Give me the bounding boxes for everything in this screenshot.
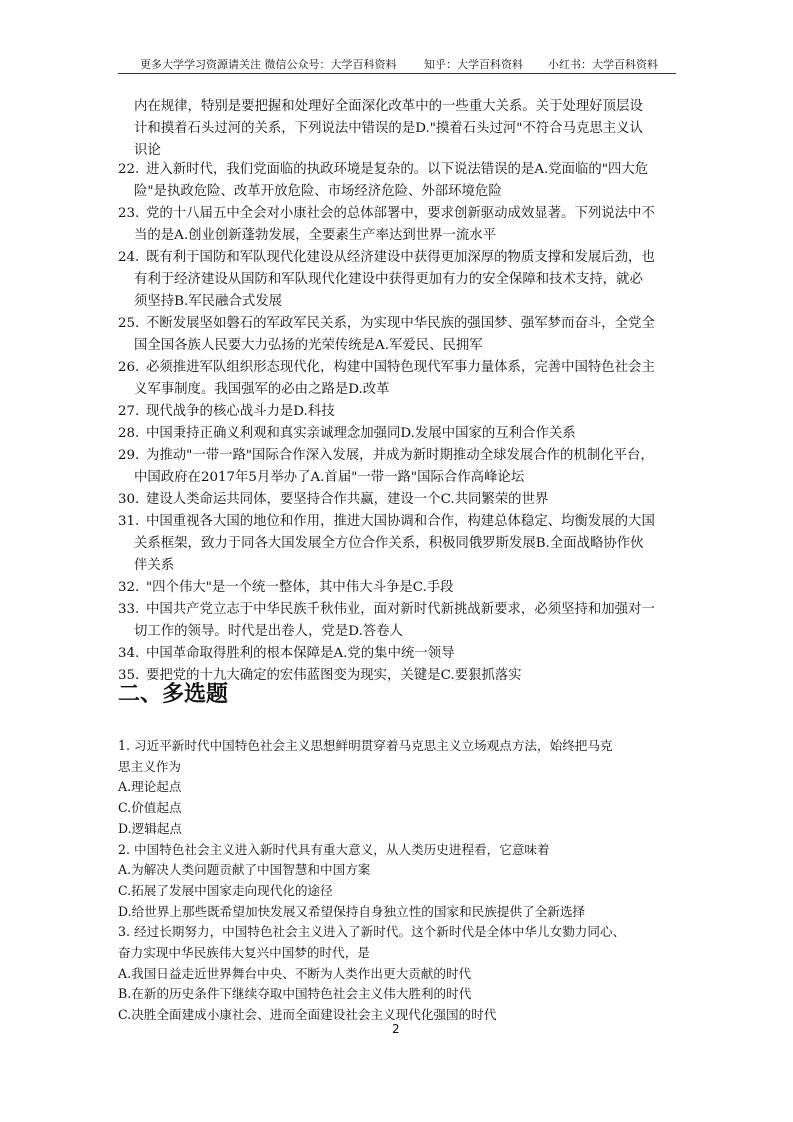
multi-choice-line: A.为解决人类问题贡献了中国智慧和中国方案: [118, 862, 371, 877]
text-line: 必须推进军队组织形态现代化，构建中国特色现代军事力量体系，完善中国特色社会主: [146, 360, 655, 375]
question-number: 34.: [118, 646, 140, 661]
multi-choice-line: C.价值起点: [118, 800, 182, 815]
text-line: 建设人类命运共同体，要坚持合作共赢，建设一个C.共同繁荣的世界: [146, 492, 549, 507]
multi-choice-line: A.理论起点: [118, 779, 182, 794]
text-line: 不断发展坚如磐石的军政军民关系，为实现中华民族的强国梦、强军梦而奋斗，全党全: [146, 316, 655, 331]
question-number: 25.: [118, 316, 140, 331]
question-number: 31.: [118, 514, 140, 529]
multi-choice-line: B.在新的历史条件下继续夺取中国特色社会主义伟大胜利的时代: [118, 986, 472, 1001]
question-number: 32.: [118, 580, 140, 595]
text-line: 现代战争的核心战斗力是D.科技: [146, 404, 335, 419]
text-line: 内在规律，特别是要把握和处理好全面深化改革中的一些重大关系。关于处理好顶层设: [134, 99, 643, 114]
question-number: 30.: [118, 492, 140, 507]
multi-choice-line: 思主义作为: [118, 759, 181, 774]
text-line: 既有利于国防和军队现代化建设从经济建设中获得更加深厚的物质支撑和发展后劲，也: [146, 250, 655, 265]
page-number: 2: [392, 1022, 400, 1036]
multi-choice-line: 1. 习近平新时代中国特色社会主义思想鲜明贯穿着马克思主义立场观点方法，始终把马克: [118, 738, 613, 753]
multi-choice-line: 奋力实现中华民族伟大复兴中国梦的时代，是: [118, 945, 370, 960]
question-number: 35.: [118, 668, 140, 683]
header-xiaohongshu-text: 小红书：大学百科资料: [548, 58, 658, 71]
text-line: 中国政府在2017年5月举办了A.首届"一带一路"国际合作高峰论坛: [134, 470, 525, 485]
question-number: 24.: [118, 250, 140, 265]
question-number: 26.: [118, 360, 140, 375]
text-line: 中国重视各大国的地位和作用，推进大国协调和合作，构建总体稳定、均衡发展的大国: [146, 514, 655, 529]
text-line: 有利于经济建设从国防和军队现代化建设中获得更加有力的安全保障和技术支持，就必: [134, 272, 643, 287]
question-number: 28.: [118, 426, 140, 441]
text-line: 党的十八届五中全会对小康社会的总体部署中，要求创新驱动成效显著。下列说法中不: [146, 206, 655, 221]
text-line: 关系框架，致力于同各大国发展全方位合作关系，积极同俄罗斯发展B.全面战略协作伙: [134, 536, 644, 551]
text-line: 伴关系: [134, 558, 175, 573]
header-zhihu-text: 知乎：大学百科资料: [424, 58, 523, 71]
text-line: 切工作的领导。时代是出卷人，党是D.答卷人: [134, 624, 403, 639]
text-line: 中国革命取得胜利的根本保障是A.党的集中统一领导: [146, 646, 455, 661]
multi-choice-line: C.拓展了发展中国家走向现代化的途径: [118, 883, 333, 898]
text-line: "四个伟大"是一个统一整体，其中伟大斗争是C.手段: [146, 580, 454, 595]
multi-choice-line: 3. 经过长期努力，中国特色社会主义进入了新时代。这个新时代是全体中华儿女勠力同心、: [118, 924, 626, 939]
question-number: 22.: [118, 162, 140, 177]
question-number: 23.: [118, 206, 140, 221]
header-wechat-text: 更多大学学习资源请关注 微信公众号：大学百科资料: [140, 58, 397, 71]
text-line: 险"是执政危险、改革开放危险、市场经济危险、外部环境危险: [134, 184, 502, 199]
text-line: 中国共产党立志于中华民族千秋伟业，面对新时代新挑战新要求，必须坚持和加强对一: [146, 602, 655, 617]
section-title-multiple-choice: 二、多选题: [118, 682, 229, 707]
text-line: 为推动"一带一路"国际合作深入发展，并成为新时期推动全球发展合作的机制化平台，: [146, 448, 654, 463]
multi-choice-line: C.决胜全面建成小康社会、进而全面建设社会主义现代化强国的时代: [118, 1007, 497, 1022]
text-line: 中国秉持正确义利观和真实亲诚理念加强同D.发展中国家的互利合作关系: [146, 426, 576, 441]
text-line: 计和摸着石头过河的关系，下列说法中错误的是D."摸着石头过河"不符合马克思主义认: [134, 121, 643, 136]
text-line: 要把党的十九大确定的宏伟蓝图变为现实，关键是C.要狠抓落实: [146, 668, 522, 683]
text-line: 义军事制度。我国强军的必由之路是D.改革: [134, 382, 390, 397]
question-number: 33.: [118, 602, 140, 617]
page-header: [118, 56, 676, 74]
question-number: 29.: [118, 448, 140, 463]
text-line: 识论: [134, 143, 161, 158]
multi-choice-line: 2. 中国特色社会主义进入新时代具有重大意义，从人类历史进程看，它意味着: [118, 842, 550, 857]
text-line: 当的是A.创业创新蓬勃发展，全要素生产率达到世界一流水平: [134, 228, 497, 243]
text-line: 进入新时代，我们党面临的执政环境是复杂的。以下说法错误的是A.党面临的"四大危: [146, 162, 649, 177]
text-line: 国全国各族人民要大力弘扬的光荣传统是A.军爱民、民拥军: [134, 338, 483, 353]
multi-choice-line: D.给世界上那些既希望加快发展又希望保持自身独立性的国家和民族提供了全新选择: [118, 904, 586, 919]
question-number: 27.: [118, 404, 140, 419]
text-line: 须坚持B.军民融合式发展: [134, 294, 283, 309]
multi-choice-line: D.逻辑起点: [118, 821, 183, 836]
multi-choice-line: A.我国日益走近世界舞台中央、不断为人类作出更大贡献的时代: [118, 966, 472, 981]
